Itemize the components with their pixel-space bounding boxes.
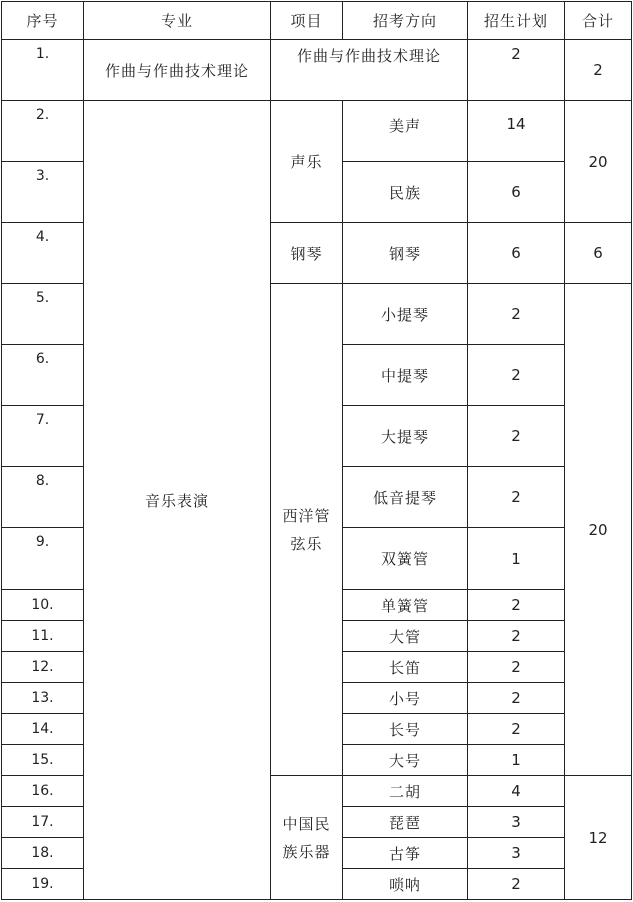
direction-cell: 双簧管 xyxy=(343,528,468,590)
seq-cell: 8. xyxy=(2,467,84,528)
seq-cell: 7. xyxy=(2,406,84,467)
total-chinese: 12 xyxy=(565,776,632,900)
direction-cell: 长笛 xyxy=(343,652,468,683)
plan-cell: 2 xyxy=(468,714,565,745)
header-direction: 招考方向 xyxy=(343,2,468,40)
direction-cell: 低音提琴 xyxy=(343,467,468,528)
plan-cell: 6 xyxy=(468,162,565,223)
seq-cell: 5. xyxy=(2,284,84,345)
plan-cell: 3 xyxy=(468,807,565,838)
major-performance: 音乐表演 xyxy=(84,101,271,900)
total-piano: 6 xyxy=(565,223,632,284)
project-piano: 钢琴 xyxy=(271,223,343,284)
seq-cell: 3. xyxy=(2,162,84,223)
header-total: 合计 xyxy=(565,2,632,40)
direction-cell: 二胡 xyxy=(343,776,468,807)
seq-cell: 13. xyxy=(2,683,84,714)
direction-cell: 大提琴 xyxy=(343,406,468,467)
header-plan: 招生计划 xyxy=(468,2,565,40)
plan-cell: 2 xyxy=(468,345,565,406)
seq-cell: 6. xyxy=(2,345,84,406)
project-composition: 作曲与作曲技术理论 xyxy=(271,40,468,101)
direction-cell: 美声 xyxy=(343,101,468,162)
table-row xyxy=(2,40,632,101)
direction-cell: 长号 xyxy=(343,714,468,745)
plan-cell: 2 xyxy=(468,621,565,652)
direction-cell: 古筝 xyxy=(343,838,468,869)
plan-cell: 2 xyxy=(468,869,565,900)
project-chinese: 中国民族乐器 xyxy=(271,776,343,900)
plan-cell: 2 xyxy=(468,40,565,101)
seq-cell: 12. xyxy=(2,652,84,683)
total-western: 20 xyxy=(565,284,632,776)
seq-cell: 1. xyxy=(2,40,84,101)
direction-cell: 单簧管 xyxy=(343,590,468,621)
plan-cell: 3 xyxy=(468,838,565,869)
total-vocal: 20 xyxy=(565,101,632,223)
plan-cell: 1 xyxy=(468,745,565,776)
header-project: 项目 xyxy=(271,2,343,40)
seq-cell: 9. xyxy=(2,528,84,590)
direction-cell: 中提琴 xyxy=(343,345,468,406)
direction-cell: 唢呐 xyxy=(343,869,468,900)
seq-cell: 14. xyxy=(2,714,84,745)
direction-cell: 大管 xyxy=(343,621,468,652)
seq-cell: 18. xyxy=(2,838,84,869)
plan-cell: 14 xyxy=(468,101,565,162)
direction-cell: 小提琴 xyxy=(343,284,468,345)
direction-cell: 大号 xyxy=(343,745,468,776)
direction-cell: 琵琶 xyxy=(343,807,468,838)
header-seq: 序号 xyxy=(2,2,84,40)
total-composition: 2 xyxy=(565,40,632,101)
seq-cell: 4. xyxy=(2,223,84,284)
plan-cell: 2 xyxy=(468,590,565,621)
plan-cell: 6 xyxy=(468,223,565,284)
seq-cell: 19. xyxy=(2,869,84,900)
direction-cell: 钢琴 xyxy=(343,223,468,284)
plan-cell: 2 xyxy=(468,652,565,683)
plan-cell: 2 xyxy=(468,467,565,528)
header-row xyxy=(2,2,632,40)
seq-cell: 17. xyxy=(2,807,84,838)
seq-cell: 10. xyxy=(2,590,84,621)
plan-cell: 2 xyxy=(468,406,565,467)
plan-cell: 1 xyxy=(468,528,565,590)
seq-cell: 16. xyxy=(2,776,84,807)
table-row xyxy=(2,101,632,162)
major-composition: 作曲与作曲技术理论 xyxy=(84,40,271,101)
seq-cell: 11. xyxy=(2,621,84,652)
plan-cell: 4 xyxy=(468,776,565,807)
header-major: 专业 xyxy=(84,2,271,40)
project-vocal: 声乐 xyxy=(271,101,343,223)
direction-cell: 小号 xyxy=(343,683,468,714)
seq-cell: 15. xyxy=(2,745,84,776)
plan-cell: 2 xyxy=(468,284,565,345)
plan-cell: 2 xyxy=(468,683,565,714)
direction-cell: 民族 xyxy=(343,162,468,223)
project-western: 西洋管弦乐 xyxy=(271,284,343,776)
seq-cell: 2. xyxy=(2,101,84,162)
enrollment-plan-table xyxy=(1,1,632,900)
